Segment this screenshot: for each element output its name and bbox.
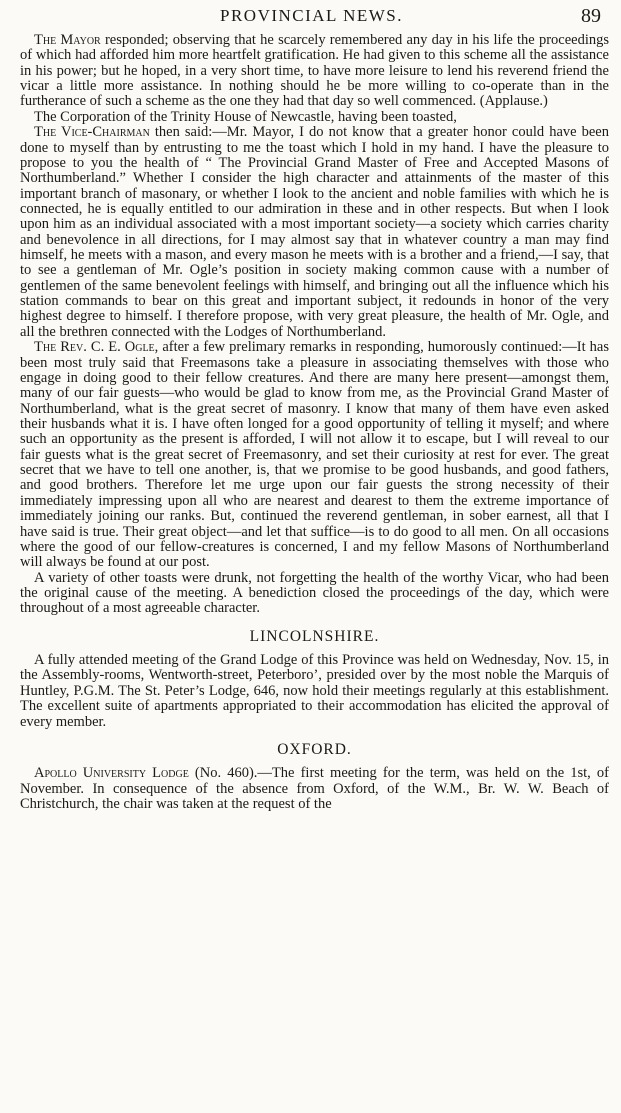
speaker-name: The Mayor [34,32,101,48]
lodge-name: Apollo University Lodge [34,765,189,782]
paragraph-text: A variety of other toasts were drunk, not forgetting the health of the worthy Vicar, who had been the original cause of the meeting. A benediction closed the proceedings of the day, which were throughout of a most agreeable character. [20,569,609,617]
paragraph-oxford [20,766,609,812]
paragraph-text: A fully attended meeting of the Grand Lodge of this Province was held on Wednesday, Nov. 15, in the Assembly-rooms, Wentworth-street, Peterboro’, presided over by the most noble the Marquis of Huntley, P.G.M. The St. Peter’s Lodge, 646, now hold their meetings regularly at this establishment. The excellent suite of apartments appropriated to their accommodation has elicited the approval of every member. [20,652,609,730]
paragraph-rev-ogle [20,340,609,570]
paragraph-text: The Corporation of the Trinity House of Newcastle, having been toasted, [34,108,457,125]
paragraph-closing [20,571,609,617]
paragraph-mayor [20,33,609,110]
article-body [20,33,609,812]
page-number: 89 [581,5,601,27]
paragraph-text: (No. 460).—The first meeting for the term, was held on the 1st, of November. In consequence of the absence from Oxford, of the W.M., Br. W. W. Beach of Christchurch, the chair was taken at the request of the [20,765,609,813]
section-heading-lincolnshire: LINCOLNSHIRE. [249,627,380,645]
paragraph-text: responded; observing that he scarcely remembered any day in his life the proceedings of which had afforded him more heartfelt gratification. He had given to this scheme all the assistance in his power; but he hoped, in a very short time, to have more leisure to lend his reverend friend the vicar a little more assistance. In nothing should he be more willing to co-operate than in the furtherance of such a scheme as the one they had that day so well commenced. (Applause.) [20,32,610,110]
section-heading-oxford: OXFORD. [277,740,352,758]
speaker-name: The Vice-Chairman [34,124,150,141]
speaker-name: The Rev. C. E. Ogle [34,339,155,356]
page-header [20,6,603,30]
paragraph-vice-chairman [20,125,609,340]
paragraph-trinity-house [20,110,609,125]
paragraph-lincolnshire [20,653,609,730]
paragraph-text: , after a few prelimary remarks in responding, humorously continued:—It has been most truly said that Freemasons take a pleasure in associating themselves with those who engage in doing good to their fellow creatures. And there are many here present—amongst them, many of our fair guests—who would be glad to know from me, as the Provincial Grand Master of Northumberland, what is the great secret of masonry. I know that many of them have even asked their husbands what it is. I have often longed for a good opportunity of telling it myself; and where such an opportunity as the present is afforded, I will not allow it to escape, but I will reveal to our fair guests what is the great secret of Freemasonry, and set their curiosity at rest for ever. The great secret that we have to tell one another, is, that we promise to be good husbands, and good fathers, and good brothers. Therefore let me urge upon our fair guests the strong necessity of their immediately impressing upon all who are nearest and dearest to them the extreme importance of immediately joining our ranks. But, continued the reverend gentleman, in sober earnest, all that I have said is true. Their great object—and let that suffice—is to do good to all men. On all occasions where the good of our fellow-creatures is concerned, I and my fellow Masons of Northumberland will always be found at our post. [20,339,609,571]
running-title: PROVINCIAL NEWS. [220,6,403,25]
paragraph-text: then said:—Mr. Mayor, I do not know that a greater honor could have been done to myself than by entrusting to me the toast which I hold in my hand. I have the pleasure to propose to you the health of “ The Provincial Grand Master of Free and Accepted Masons of Northumberland.” Whether I consider the high character and attainments of the master of this important branch of masonary, or whether I look to the ancient and noble families with which he is connected, he is equally entitled to our admiration in these and in other respects. But when I look upon him as an individual associated with a most important society—a society which carries charity and benevolence in all directions, for I may almost say that in whatever country a man may find himself, he meets with a mason, and every mason he meets with is a brother and a friend,—I say, that to see a gentleman of Mr. Ogle’s position in society making common cause with a number of gentlemen of the same benevolent feelings with himself, and bringing out all the influence which his station commands to bear on this great and important subject, it redounds in honor of the very highest degree to himself. I therefore propose, with very great pleasure, the health of Mr. Ogle, and all the brethren connected with the Lodges of Northumberland. [20,124,609,340]
